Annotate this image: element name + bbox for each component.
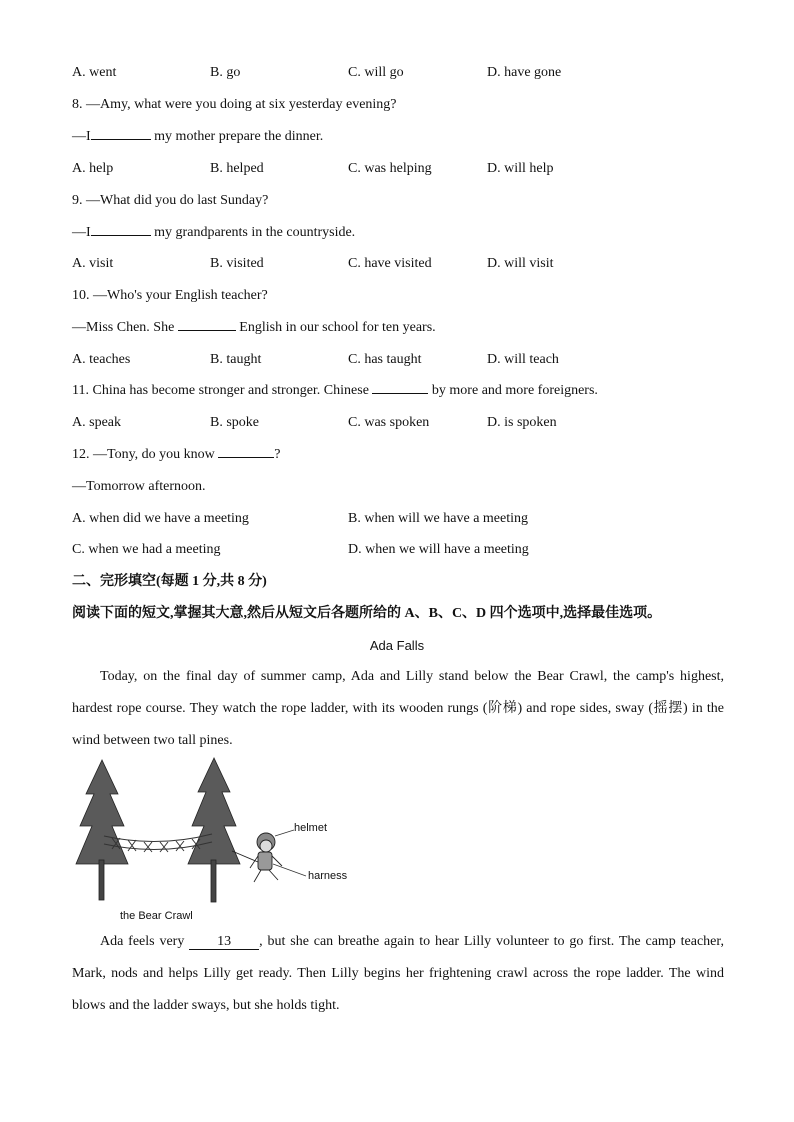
q7-option-c: C. will go <box>348 65 404 80</box>
q8-option-d: D. will help <box>487 161 554 176</box>
q7-option-d: D. have gone <box>487 65 562 80</box>
q7-option-a: A. went <box>72 65 117 80</box>
q12-option-c: C. when we had a meeting <box>72 542 221 557</box>
q10-option-b: B. taught <box>210 352 262 367</box>
q9-option-d: D. will visit <box>487 256 554 271</box>
passage-title: Ada Falls <box>369 638 425 653</box>
q10-stem: 10. —Who's your English teacher? <box>72 288 268 303</box>
q9-option-c: C. have visited <box>348 256 432 271</box>
q12-option-d: D. when we will have a meeting <box>348 542 529 557</box>
blank-13: 13 <box>189 935 259 950</box>
q9-blank <box>91 235 151 236</box>
q12-option-a: A. when did we have a meeting <box>72 511 249 526</box>
figure-caption: the Bear Crawl <box>120 910 193 922</box>
q11-option-c: C. was spoken <box>348 415 430 430</box>
q8-line2: —I my mother prepare the dinner. <box>72 129 324 144</box>
q10-option-c: C. has taught <box>348 352 422 367</box>
q9-line2: —I my grandparents in the countryside. <box>72 225 356 240</box>
q10-option-a: A. teaches <box>72 352 131 367</box>
q8-option-b: B. helped <box>210 161 264 176</box>
q8-blank <box>91 139 151 140</box>
pine-tree-icon <box>188 758 240 902</box>
q8-option-c: C. was helping <box>348 161 432 176</box>
q11-stem: 11. China has become stronger and stronger. Chinese by more and more foreigners. <box>72 383 598 398</box>
q11-option-d: D. is spoken <box>487 415 557 430</box>
q8-stem: 8. —Amy, what were you doing at six yesterday evening? <box>72 97 397 112</box>
q10-line2: —Miss Chen. She English in our school for ten years. <box>72 320 436 335</box>
section-instruction: 阅读下面的短文,掌握其大意,然后从短文后各题所给的 A、B、C、D 四个选项中,选择最佳选项。 <box>72 606 662 621</box>
q9-stem: 9. —What did you do last Sunday? <box>72 193 269 208</box>
bear-crawl-figure <box>72 756 362 928</box>
q12-stem: 12. —Tony, do you know ? <box>72 447 281 462</box>
q9-option-b: B. visited <box>210 256 264 271</box>
q9-option-a: A. visit <box>72 256 114 271</box>
q12-line2: —Tomorrow afternoon. <box>72 479 206 494</box>
pine-tree-icon <box>76 760 128 900</box>
q7-option-b: B. go <box>210 65 241 80</box>
q12-blank <box>218 457 274 458</box>
section-heading: 二、完形填空(每题 1 分,共 8 分) <box>72 574 267 589</box>
passage-paragraph-1: Today, on the final day of summer camp, Ada and Lilly stand below the Bear Crawl, the camp's highest, hardest rope course. They watch the rope ladder, with its wooden rungs (阶梯) and rope sides, sway (摇摆) in the wind between two tall pines. <box>72 669 724 748</box>
q11-option-b: B. spoke <box>210 415 260 430</box>
bear-crawl-illustration <box>72 756 362 928</box>
helmet-label: helmet <box>294 822 328 834</box>
q10-blank <box>178 330 236 331</box>
q12-option-b: B. when will we have a meeting <box>348 511 529 526</box>
q10-option-d: D. will teach <box>487 352 559 367</box>
child-climber-icon <box>232 833 282 882</box>
harness-label: harness <box>308 870 348 882</box>
q11-blank <box>372 393 428 394</box>
q11-option-a: A. speak <box>72 415 122 430</box>
q8-option-a: A. help <box>72 161 114 176</box>
passage-paragraph-2: Ada feels very 13 , but she can breathe again to hear Lilly volunteer to go first. The camp teacher, Mark, nods and helps Lilly get ready. Then Lilly begins her frightening crawl across the rope ladder. The wind blows and the ladder sways, but she holds tight. <box>72 934 724 1013</box>
